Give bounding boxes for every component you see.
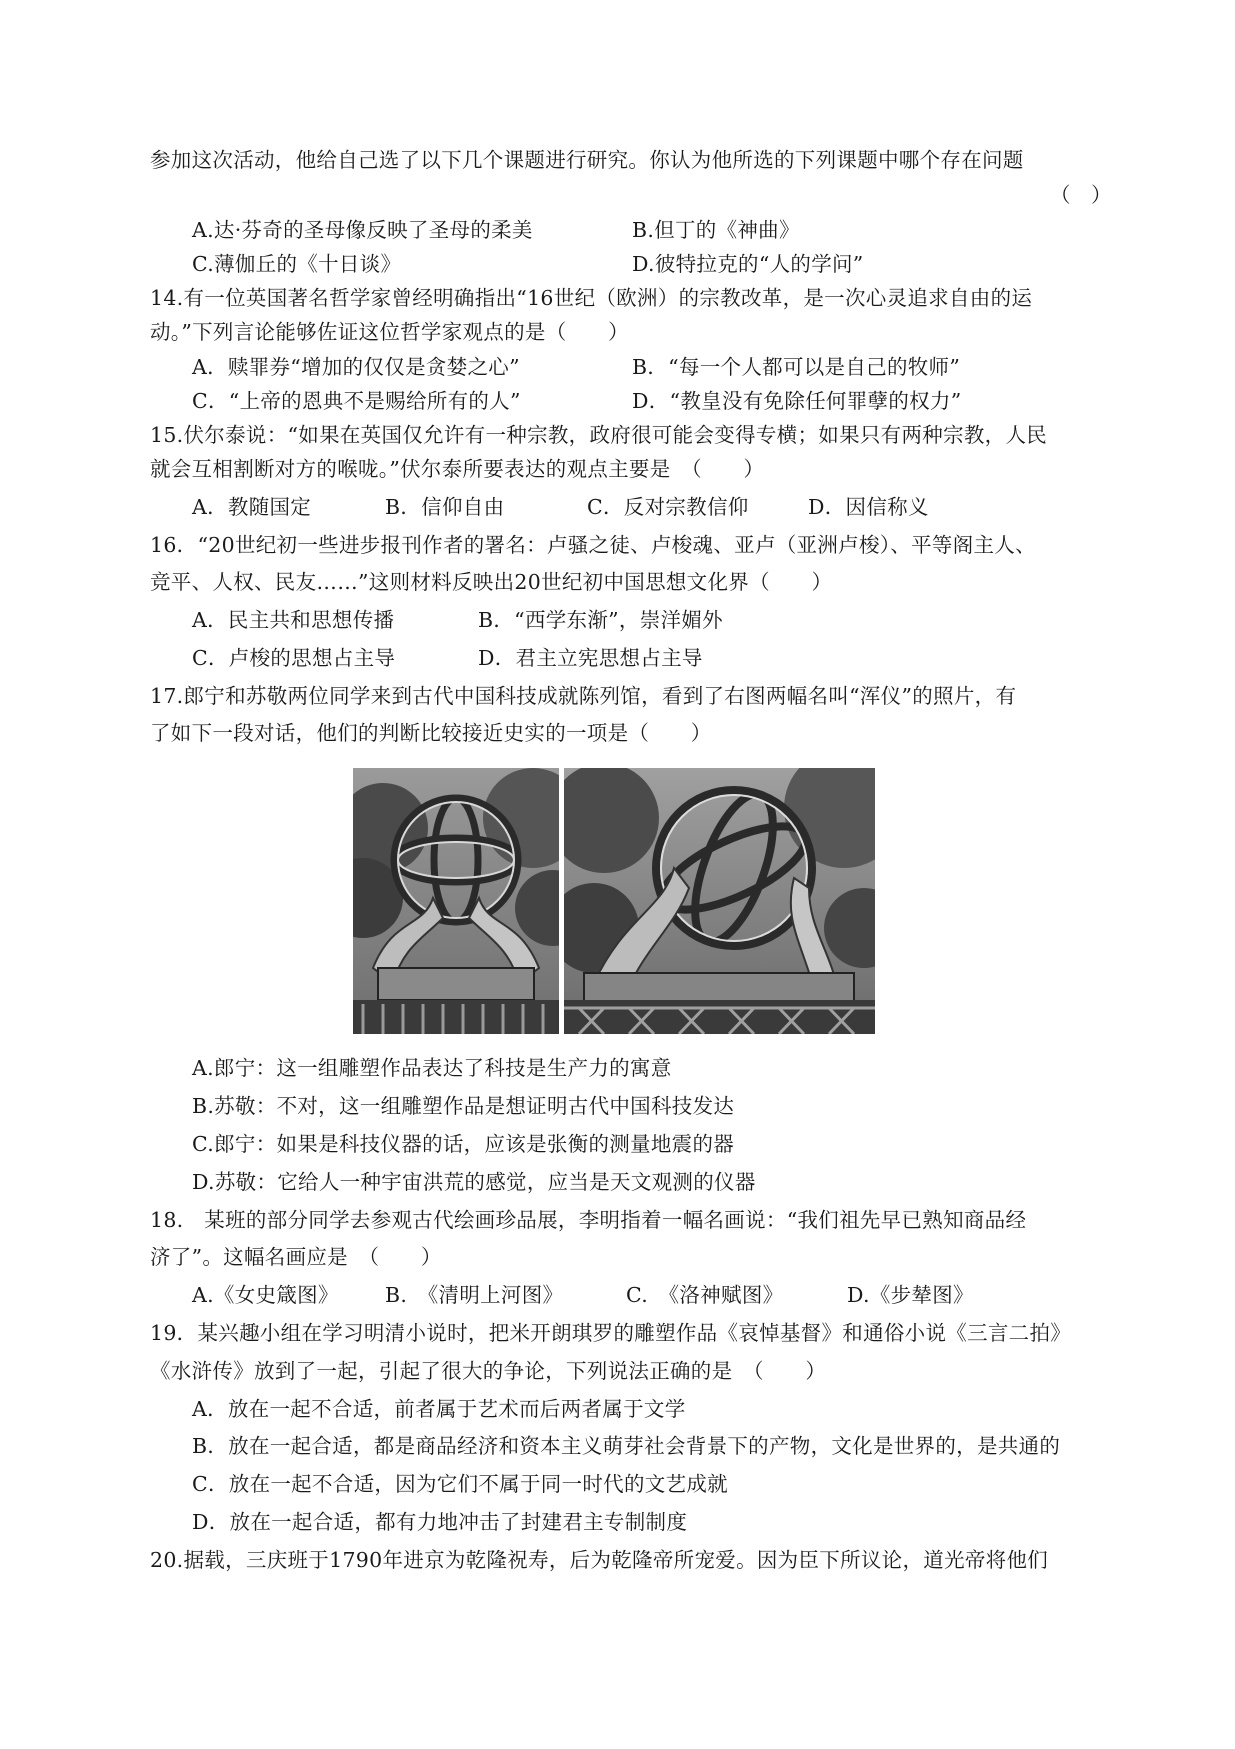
q18-option-a: A.《女史箴图》 [192,1283,339,1307]
q13-option-d: D.彼特拉克的“人的学问” [632,252,864,276]
q16-option-a: A．民主共和思想传播 [192,608,395,632]
q17-option-b: B.苏敬：不对，这一组雕塑作品是想证明古代中国科技发达 [192,1094,735,1118]
armillary-sphere-photo-right [564,768,875,1034]
q18-option-c: C. 《洛神赋图》 [626,1283,784,1307]
armillary-sphere-photo-left [353,768,559,1034]
q19-stem-line-2: 《水浒传》放到了一起，引起了很大的争论，下列说法正确的是 （ ） [150,1359,827,1383]
armillary-sphere-icon [564,768,875,1034]
q19-option-d: D．放在一起合适，都有力地冲击了封建君主专制制度 [192,1510,688,1534]
q13-option-c: C.薄伽丘的《十日谈》 [192,252,402,276]
q19-option-a: A．放在一起不合适，前者属于艺术而后两者属于文学 [192,1397,686,1421]
q16-option-c: C．卢梭的思想占主导 [192,646,396,670]
q16-stem-line-1: 16．“20世纪初一些进步报刊作者的署名：卢骚之徒、卢梭魂、亚卢（亚洲卢梭）、平等阁主人、 [150,533,1036,557]
q13-answer-paren: （ ） [1050,183,1112,207]
q17-option-d: D.苏敬：它给人一种宇宙洪荒的感觉，应当是天文观测的仪器 [192,1170,756,1194]
q20-stem-line-1: 20.据载，三庆班于1790年进京为乾隆祝寿，后为乾隆帝所宠爱。因为臣下所议论，道光帝将他们 [150,1548,1049,1572]
q17-stem-line-1: 17.郎宁和苏敬两位同学来到古代中国科技成就陈列馆，看到了右图两幅名叫“浑仪”的照片，有 [150,684,1017,708]
q17-option-a: A.郎宁：这一组雕塑作品表达了科技是生产力的寓意 [192,1056,672,1080]
q14-option-a: A．赎罪券“增加的仅仅是贪婪之心” [192,355,520,379]
q13-option-b: B.但丁的《神曲》 [632,218,800,242]
q16-option-b: B．“西学东渐”，崇洋媚外 [478,608,723,632]
q17-option-c: C.郎宁：如果是科技仪器的话，应该是张衡的测量地震的器 [192,1132,735,1156]
q13-option-a: A.达·芬奇的圣母像反映了圣母的柔美 [192,218,533,242]
q18-stem-line-2: 济了”。这幅名画应是 （ ） [150,1245,442,1269]
armillary-sphere-icon [353,768,559,1034]
q13-stem-line: 参加这次活动，他给自己选了以下几个课题进行研究。你认为他所选的下列课题中哪个存在问题 [150,148,1024,172]
q14-option-d: D．“教皇没有免除任何罪孽的权力” [632,389,962,413]
q14-stem-line-1: 14.有一位英国著名哲学家曾经明确指出“16世纪（欧洲）的宗教改革，是一次心灵追求自由的运 [150,286,1033,310]
q14-stem-line-2: 动。”下列言论能够佐证这位哲学家观点的是（ ） [150,320,629,344]
q15-option-a: A．教随国定 [192,495,312,519]
q16-stem-line-2: 竞平、人权、民友……”这则材料反映出20世纪初中国思想文化界（ ） [150,570,833,594]
q18-stem-line-1: 18. 某班的部分同学去参观古代绘画珍品展，李明指着一幅名画说：“我们祖先早已熟知商品经 [150,1208,1027,1232]
q15-option-b: B．信仰自由 [385,495,505,519]
q18-option-d: D.《步辇图》 [847,1283,974,1307]
q17-stem-line-2: 了如下一段对话，他们的判断比较接近史实的一项是（ ） [150,721,712,745]
q14-option-b: B．“每一个人都可以是自己的牧师” [632,355,961,379]
q16-option-d: D．君主立宪思想占主导 [478,646,703,670]
q15-option-d: D．因信称义 [808,495,929,519]
q19-option-b: B．放在一起合适，都是商品经济和资本主义萌芽社会背景下的产物，文化是世界的，是共通的 [192,1434,1061,1458]
q18-option-b: B. 《清明上河图》 [385,1283,564,1307]
q19-stem-line-1: 19．某兴趣小组在学习明清小说时，把米开朗琪罗的雕塑作品《哀悼基督》和通俗小说《三言二拍》 [150,1321,1072,1345]
q19-option-c: C．放在一起不合适，因为它们不属于同一时代的文艺成就 [192,1472,728,1496]
armillary-photos [353,768,875,1034]
q14-option-c: C．“上帝的恩典不是赐给所有的人” [192,389,521,413]
q15-option-c: C．反对宗教信仰 [587,495,749,519]
q15-stem-line-2: 就会互相割断对方的喉咙。”伏尔泰所要表达的观点主要是 （ ） [150,457,765,481]
q15-stem-line-1: 15.伏尔泰说：“如果在英国仅允许有一种宗教，政府很可能会变得专横；如果只有两种宗教，人民 [150,423,1048,447]
